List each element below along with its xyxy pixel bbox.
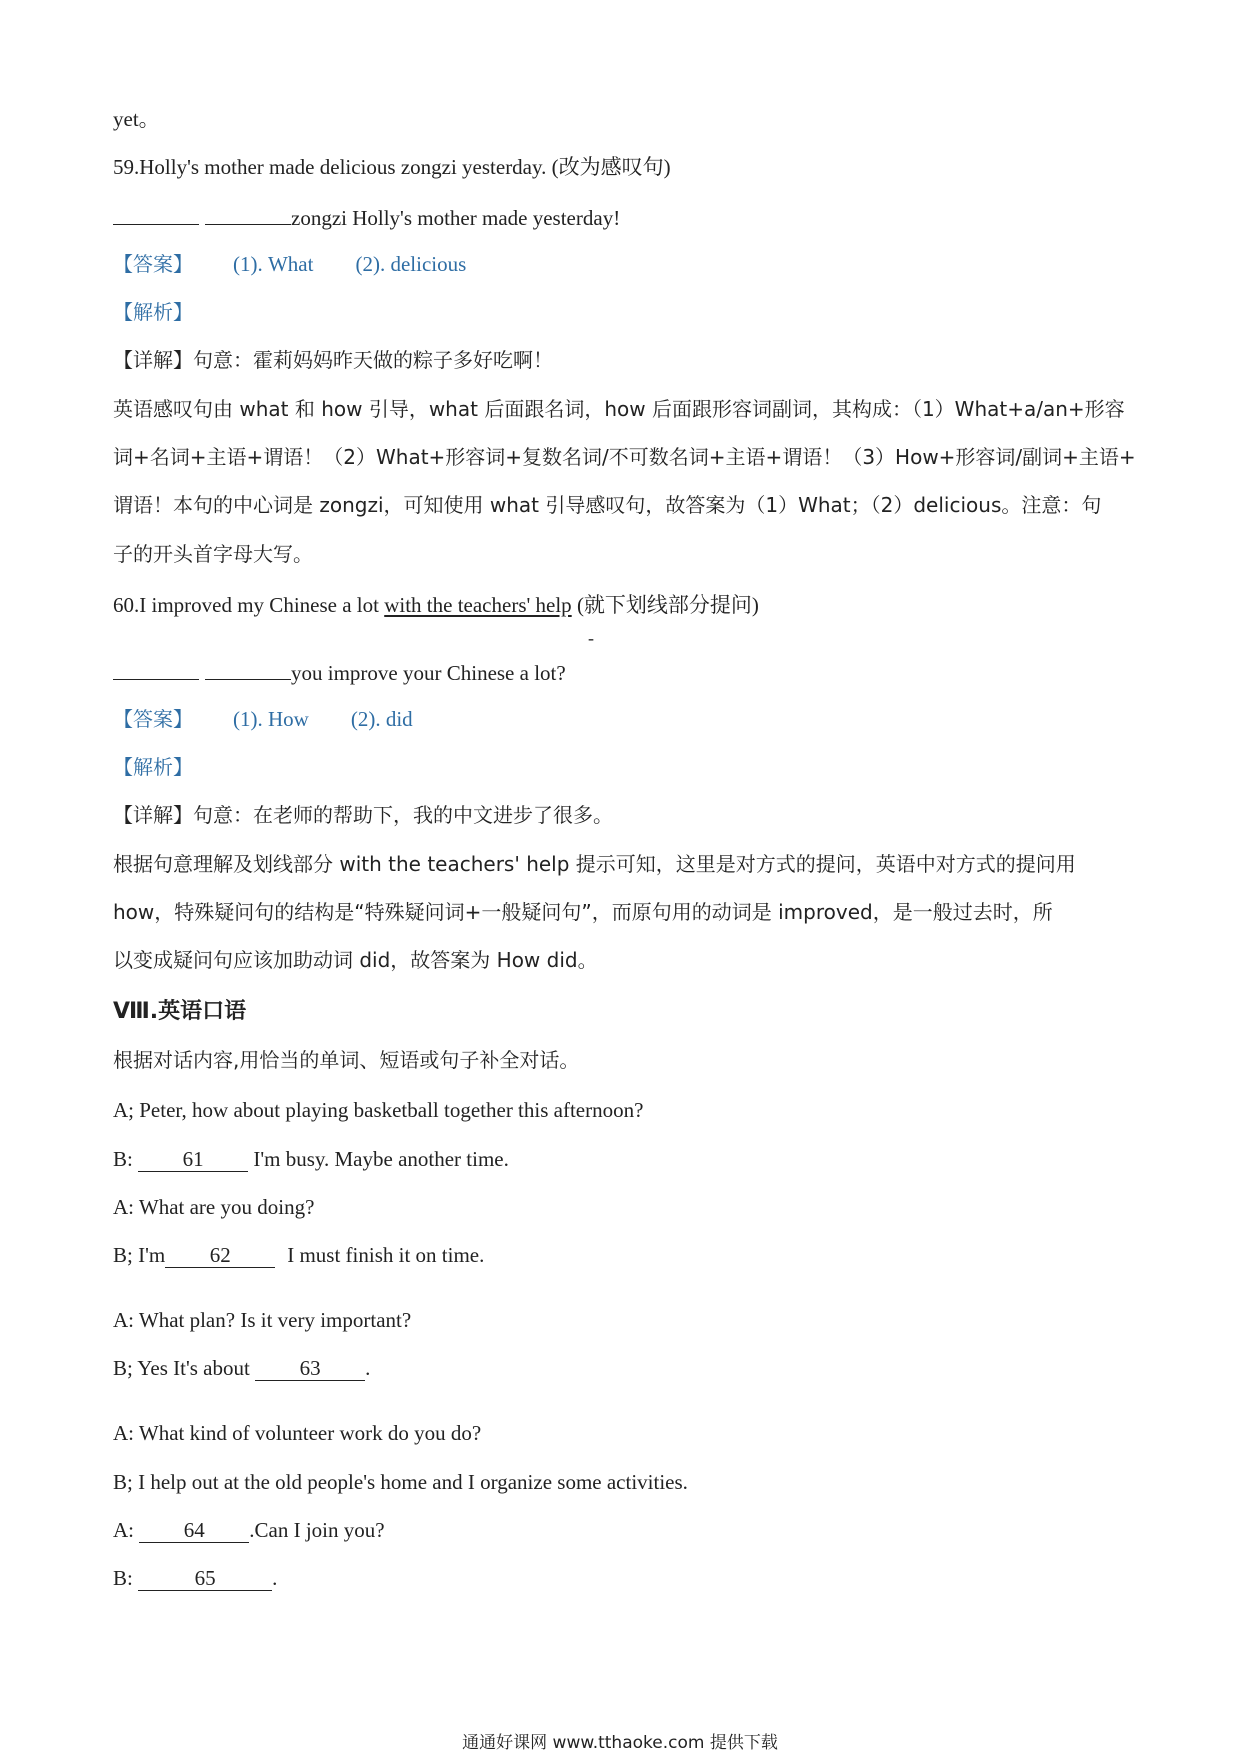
dialogue-text: A; Peter, how about playing basketball together this afternoon?	[113, 1098, 644, 1122]
question-text: 59.Holly's mother made delicious zongzi yesterday. (改为感叹句)	[113, 155, 671, 179]
explanation-text: 以变成疑问句应该加助动词 did，故答案为 How did。	[113, 948, 598, 972]
answer-label: 【答案】	[113, 707, 193, 731]
section-heading	[113, 998, 246, 1026]
detail-line	[113, 801, 613, 829]
dialogue-line	[113, 1419, 481, 1447]
explanation-text: 子的开头首字母大写。	[113, 542, 313, 566]
dialogue-line	[113, 1193, 314, 1221]
question-59	[113, 153, 671, 181]
answer-blank	[113, 202, 199, 225]
explanation-line	[113, 491, 1101, 519]
speaker-label: B; I'm	[113, 1243, 166, 1267]
answer-label: 【答案】	[113, 252, 193, 276]
dialogue-text: A: What kind of volunteer work do you do?	[113, 1421, 482, 1445]
answer-value: (1). How	[233, 707, 309, 731]
explanation-text: 英语感叹句由 what 和 how 引导，what 后面跟名词，how 后面跟形容词副词，其构成：（1）What+a/an+形容	[113, 397, 1125, 421]
dialogue-line	[113, 1096, 643, 1124]
analysis-label-line	[113, 753, 193, 781]
answer-value: (2). delicious	[355, 252, 467, 276]
dialogue-line	[113, 1516, 385, 1544]
numbered-blank: 65	[138, 1566, 272, 1591]
dialogue-text: .	[272, 1566, 278, 1590]
question-text: you improve your Chinese a lot?	[291, 661, 566, 685]
speaker-label: B:	[113, 1566, 139, 1590]
dialogue-line	[113, 1354, 370, 1382]
answer-line	[113, 250, 466, 278]
dialogue-text: A: What are you doing?	[113, 1195, 315, 1219]
numbered-blank: 64	[139, 1518, 249, 1543]
dialogue-text: .	[365, 1356, 371, 1380]
section-title: Ⅷ.英语口语	[113, 999, 247, 1024]
dialogue-text: .Can I join you?	[249, 1518, 385, 1542]
dialogue-text: A: What plan? Is it very important?	[113, 1308, 412, 1332]
underlined-phrase: with the teachers' help	[384, 593, 572, 617]
page-footer	[0, 1728, 1240, 1753]
dialogue-line	[113, 1564, 277, 1592]
explanation-text: 根据句意理解及划线部分 with the teachers' help 提示可知，这里是对方式的提问，英语中对方式的提问用	[113, 852, 1076, 876]
question-59-blanks	[113, 202, 620, 232]
question-60-blanks	[113, 657, 566, 687]
dialogue-line	[113, 1145, 509, 1173]
explanation-line	[113, 850, 1076, 878]
detail-line	[113, 346, 553, 374]
explanation-line	[113, 946, 598, 974]
dialogue-line	[113, 1468, 688, 1496]
numbered-blank: 63	[255, 1356, 365, 1381]
answer-value: (1). What	[233, 252, 314, 276]
detail-text: 【详解】句意：在老师的帮助下，我的中文进步了很多。	[113, 803, 613, 827]
analysis-label-line	[113, 298, 193, 326]
stray-mark: -	[588, 628, 594, 648]
explanation-line	[113, 540, 313, 568]
section-instruction	[113, 1046, 579, 1074]
dialogue-text: I must finish it on time.	[287, 1243, 485, 1267]
speaker-label: B:	[113, 1147, 139, 1171]
analysis-label: 【解析】	[113, 755, 193, 779]
dialogue-text: I'm busy. Maybe another time.	[248, 1147, 509, 1171]
instruction-text: 根据对话内容,用恰当的单词、短语或句子补全对话。	[113, 1048, 580, 1072]
speaker-label: A:	[113, 1518, 140, 1542]
numbered-blank: 61	[138, 1147, 248, 1172]
footer-text: 通通好课网 www.tthaoke.com 提供下载	[462, 1733, 778, 1753]
explanation-text: 谓语！本句的中心词是 zongzi，可知使用 what 引导感叹句，故答案为（1）What；（2）delicious。注意：句	[113, 493, 1102, 517]
answer-blank	[205, 657, 291, 680]
speaker-label: B; Yes It's about	[113, 1356, 256, 1380]
explanation-line	[113, 898, 1053, 926]
explanation-text: 词+名词+主语+谓语！（2）What+形容词+复数名词/不可数名词+主语+谓语！（3）How+形容词/副词+主语+	[113, 445, 1136, 469]
dialogue-line	[113, 1241, 484, 1269]
answer-value: (2). did	[350, 707, 413, 731]
dialogue-line	[113, 1306, 411, 1334]
numbered-blank: 62	[165, 1243, 275, 1268]
explanation-text: how，特殊疑问句的结构是“特殊疑问词+一般疑问句”，而原句用的动词是 improved，是一般过去时，所	[113, 900, 1053, 924]
answer-blank	[205, 202, 291, 225]
analysis-label: 【解析】	[113, 300, 193, 324]
question-60	[113, 591, 759, 619]
question-text: 60.I improved my Chinese a lot	[113, 593, 385, 617]
text-line	[113, 105, 160, 133]
question-text: zongzi Holly's mother made yesterday!	[291, 206, 621, 230]
explanation-line	[113, 443, 1136, 471]
dialogue-text: B; I help out at the old people's home and I organize some activities.	[113, 1470, 688, 1494]
detail-text: 【详解】句意：霍莉妈妈昨天做的粽子多好吃啊！	[113, 348, 553, 372]
explanation-line	[113, 395, 1125, 423]
text-fragment: yet。	[113, 107, 160, 131]
answer-line	[113, 705, 413, 733]
answer-blank	[113, 657, 199, 680]
question-instruction: (就下划线部分提问)	[571, 593, 759, 617]
